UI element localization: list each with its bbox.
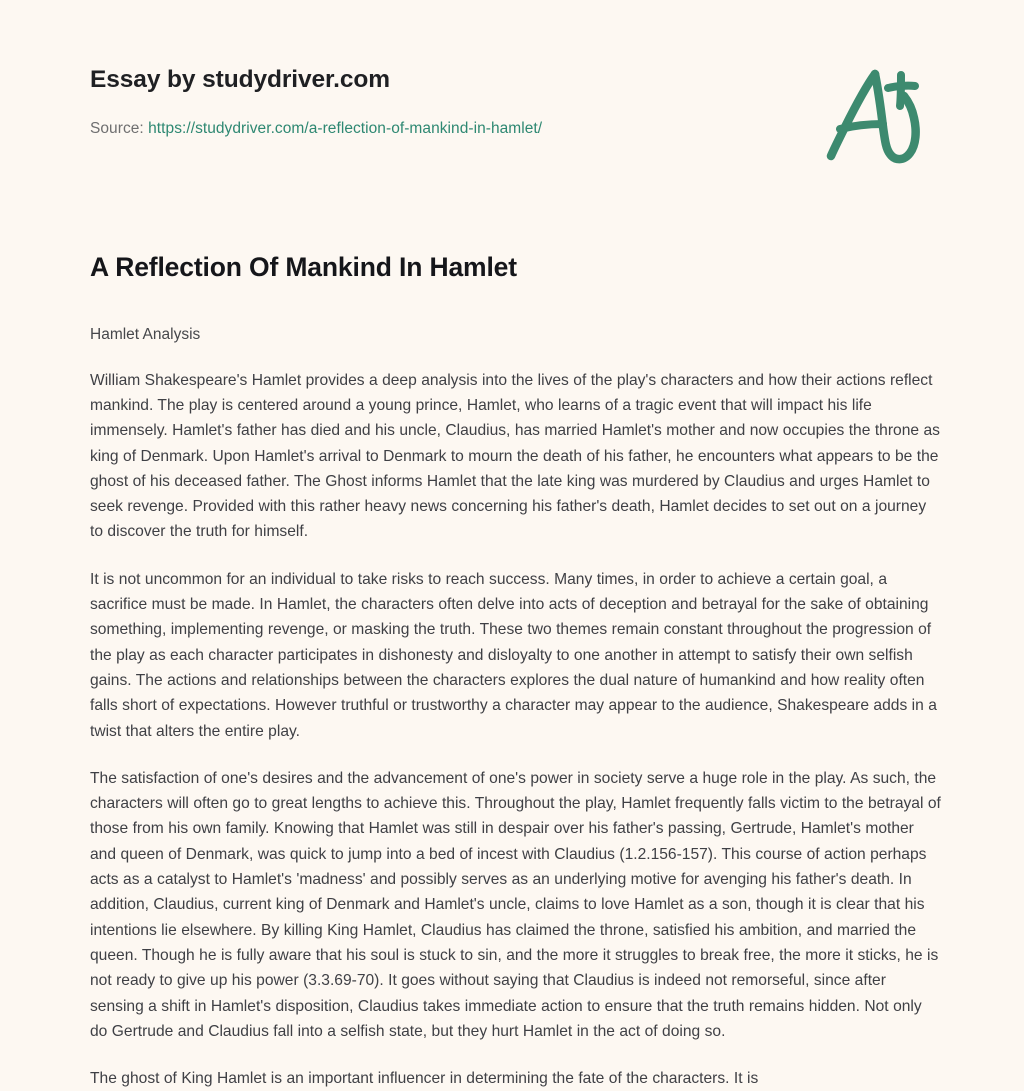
source-url-link[interactable]: https://studydriver.com/a-reflection-of-mankind-in-hamlet/ [148, 120, 543, 137]
article [90, 250, 942, 1091]
source-line [90, 120, 542, 138]
article-subtitle: Hamlet Analysis [90, 326, 201, 344]
paragraph: The ghost of King Hamlet is an important influencer in determining the fate of the characters. It is [90, 1070, 759, 1088]
page-title: A Reflection Of Mankind In Hamlet [90, 252, 517, 282]
paragraph: William Shakespeare's Hamlet provides a deep analysis into the lives of the play's characters and how their actions reflect mankind. The play is centered around a young prince, Hamlet, who learns of a tragic event that will impact his life immensely. Hamlet's father has died and his uncle, Claudius, has married Hamlet's mother and now occupies the throne as king of Denmark. Upon Hamlet's arrival to Denmark to mourn the death of his father, he encounters what appears to be the ghost of his deceased father. The Ghost informs Hamlet that the late king was murdered by Claudius and urges Hamlet to seek revenge. Provided with this rather heavy news concerning his father's death, Hamlet decides to set out on a journey to discover the truth for himself. [90, 371, 940, 541]
source-label: Source: [90, 120, 144, 137]
byline: Essay by studydriver.com [90, 66, 390, 93]
article-body [90, 368, 942, 1091]
a-plus-logo [812, 55, 932, 170]
page-header [0, 0, 1024, 190]
paragraph: The satisfaction of one's desires and the advancement of one's power in society serve a huge role in the play. As such, the characters will often go to great lengths to achieve this. Throughout the play, Hamlet frequently falls victim to the betrayal of those from his own family. Knowing that Hamlet was still in despair over his father's passing, Gertrude, Hamlet's mother and queen of Denmark, was quick to jump into a bed of incest with Claudius (1.2.156-157). This course of action perhaps acts as a catalyst to Hamlet's 'madness' and possibly serves as an underlying motive for avenging his father's death. In addition, Claudius, current king of Denmark and Hamlet's uncle, claims to love Hamlet as a son, though it is clear that his intentions lie elsewhere. By killing King Hamlet, Claudius has claimed the throne, satisfied his ambition, and married the queen. Though he is fully aware that his soul is stuck to sin, and the more it struggles to break free, the more it sticks, he is not ready to give up his power (3.3.69-70). It goes without saying that Claudius is indeed not remorseful, since after sensing a shift in Hamlet's disposition, Claudius takes immediate action to ensure that the truth remains hidden. Not only do Gertrude and Claudius fall into a selfish state, but they hurt Hamlet in the act of doing so. [90, 769, 941, 1040]
paragraph: It is not uncommon for an individual to take risks to reach success. Many times, in order to achieve a certain goal, a sacrifice must be made. In Hamlet, the characters often delve into acts of deception and betrayal for the sake of obtaining something, implementing revenge, or masking the truth. These two themes remain constant throughout the progression of the play as each character participates in dishonesty and disloyalty to one another in attempt to satisfy their own selfish gains. The actions and relationships between the characters explores the dual nature of humankind and how reality often falls short of expectations. However truthful or trustworthy a character may appear to the audience, Shakespeare adds in a twist that alters the entire play. [90, 570, 937, 740]
